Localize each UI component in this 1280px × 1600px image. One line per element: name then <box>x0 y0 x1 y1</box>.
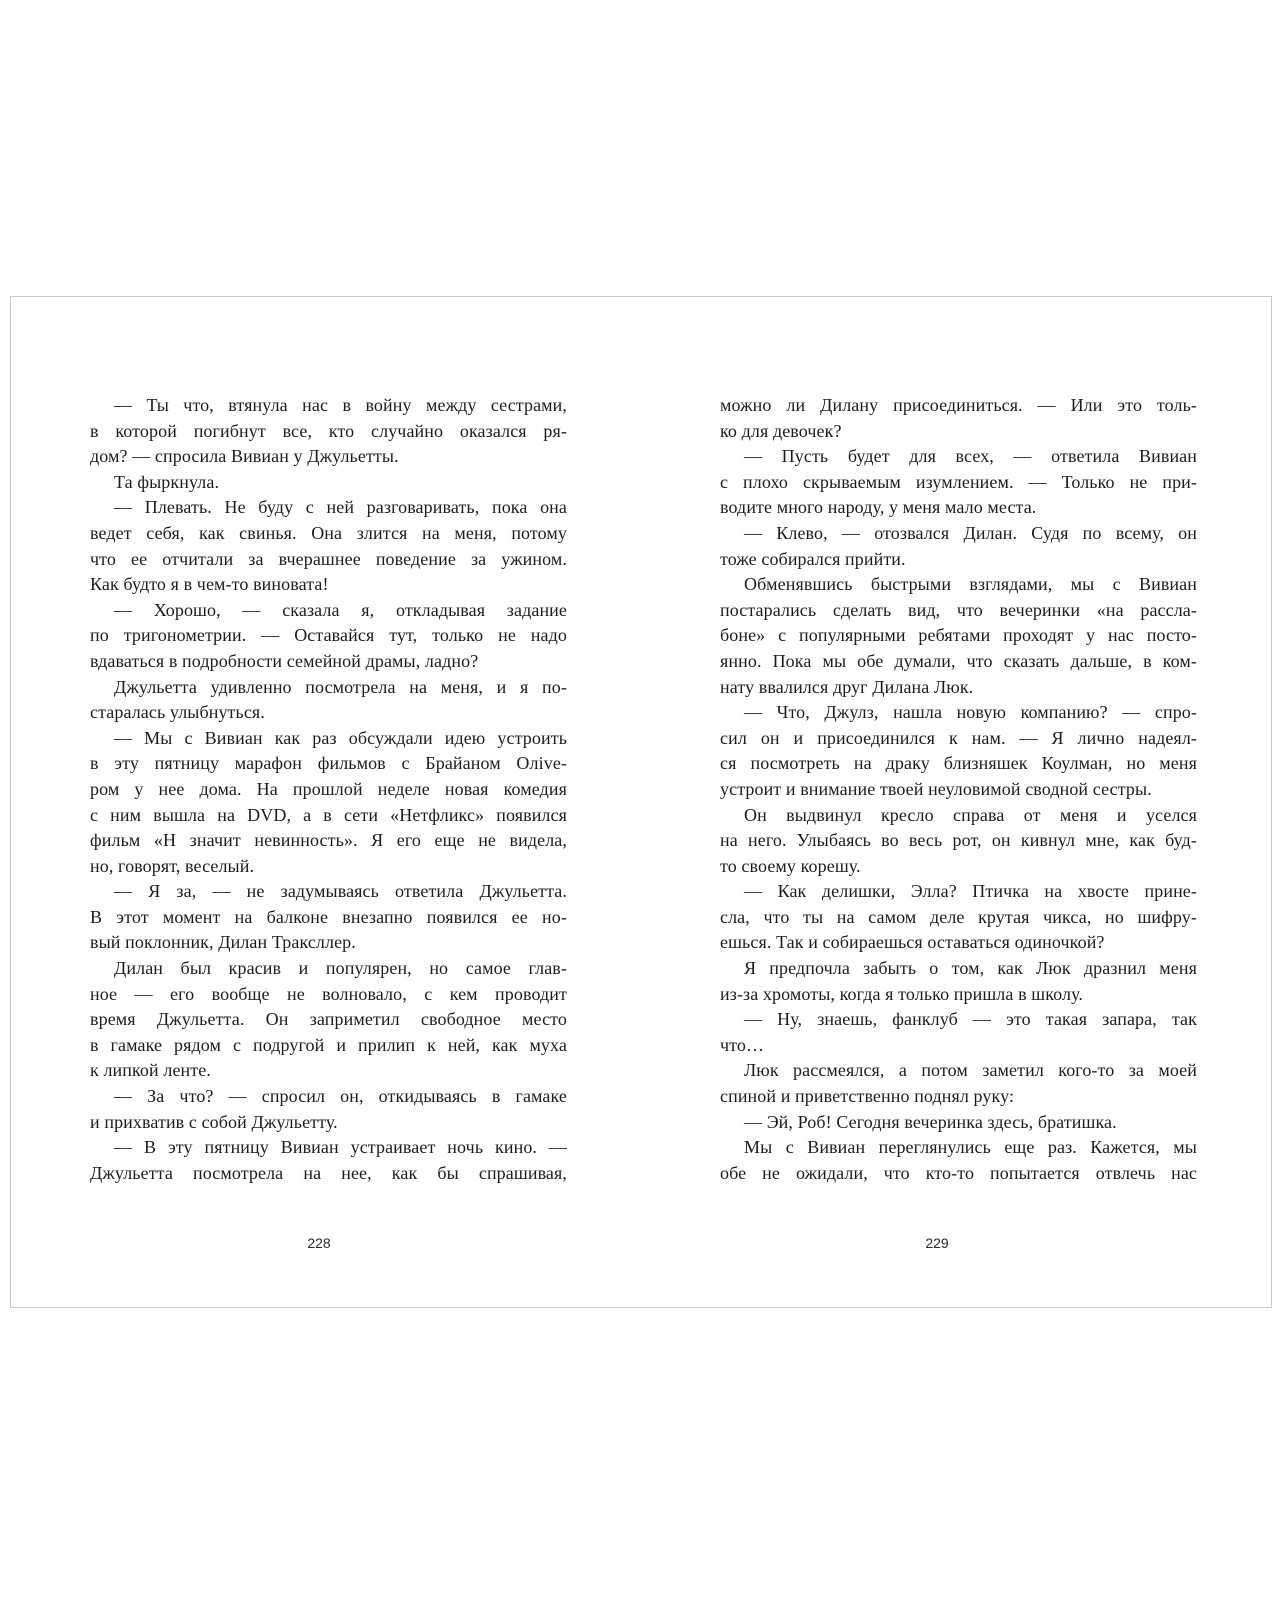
text-line: Как будто я в чем-то виновата! <box>90 574 329 595</box>
text-line: время Джульетта. Он заприметил свободное место <box>90 1009 567 1030</box>
text-line: фильм «Н значит невинность». Я его еще не видела, <box>90 830 567 851</box>
text-line: Обменявшись быстрыми взглядами, мы с Вивиан <box>744 574 1197 595</box>
text-line: обе не ожидали, что кто-то попытается отвлечь нас <box>720 1162 1197 1183</box>
text-line: Люк рассмеялся, а потом заметил кого-то за моей <box>744 1060 1197 1081</box>
text-line: вый поклонник, Дилан Траксллер. <box>90 932 356 953</box>
text-line: с ним вышла на DVD, а в сети «Нетфликс» появился <box>90 804 567 825</box>
left-page-number: 228 <box>307 1235 331 1251</box>
book-spread <box>10 296 1272 1308</box>
right-page-number: 229 <box>925 1235 949 1251</box>
text-line: в эту пятницу марафон фильмов с Брайаном Олive- <box>90 753 567 774</box>
text-line: — Хорошо, — сказала я, откладывая задание <box>114 599 567 620</box>
text-line: тоже собирался прийти. <box>720 548 906 569</box>
text-line: с плохо скрываемым изумлением. — Только не при- <box>720 471 1197 492</box>
text-line: Джульетта посмотрела на нее, как бы спрашивая, <box>90 1162 567 1183</box>
text-line: — Пусть будет для всех, — ответила Вивиан <box>744 446 1197 467</box>
text-line: Джульетта удивленно посмотрела на меня, и я по- <box>114 676 567 697</box>
text-line: В этот момент на балконе внезапно появился ее но- <box>90 906 567 927</box>
text-line: в гамаке рядом с подругой и прилип к ней, как муха <box>90 1034 567 1055</box>
text-line: к липкой ленте. <box>90 1060 211 1081</box>
text-line: — Клево, — отозвался Дилан. Судя по всему, он <box>744 522 1197 543</box>
text-line: Он выдвинул кресло справа от меня и уселся <box>744 804 1197 825</box>
text-line: ром у нее дома. На прошлой неделе новая комедия <box>90 778 567 799</box>
text-line: — Ну, знаешь, фанклуб — это такая запара, так <box>744 1009 1197 1030</box>
text-line: сла, что ты на самом деле крутая чикса, но шифру- <box>720 906 1197 927</box>
text-line: — Плевать. Не буду с ней разговаривать, пока она <box>114 497 567 518</box>
text-line: что ее отчитали за вчерашнее поведение за ужином. <box>90 548 567 569</box>
text-line: дом? — спросила Вивиан у Джульетты. <box>90 446 399 467</box>
text-line: — Мы с Вивиан как раз обсуждали идею устроить <box>114 727 567 748</box>
text-line: можно ли Дилану присоединиться. — Или это толь- <box>720 395 1197 415</box>
text-line: в которой погибнут все, кто случайно оказался ря- <box>90 420 567 441</box>
text-line: Та фыркнула. <box>114 471 220 492</box>
text-line: Я предпочла забыть о том, как Люк дразнил меня <box>744 958 1197 979</box>
text-line: янно. Пока мы обе думали, что сказать дальше, в ком- <box>720 650 1197 671</box>
text-line: что… <box>720 1034 765 1055</box>
text-line: старалась улыбнуться. <box>90 702 265 723</box>
text-line: Мы с Вивиан переглянулись еще раз. Кажется, мы <box>744 1137 1197 1158</box>
text-line: спиной и приветственно поднял руку: <box>720 1086 1015 1107</box>
text-line: ведет себя, как свинья. Она злится на меня, потому <box>90 522 567 543</box>
text-line: нату ввалился друг Дилана Люк. <box>720 676 974 697</box>
text-line: водите много народу, у меня мало места. <box>720 497 1037 518</box>
text-line: ное — его вообще не волновало, с кем проводит <box>90 983 567 1004</box>
text-line: то своему корешу. <box>720 855 861 876</box>
text-line: ся посмотреть на драку близняшек Коулман, но меня <box>720 753 1197 774</box>
text-line: вдаваться в подробности семейной драмы, ладно? <box>90 650 479 671</box>
text-line: на него. Улыбаясь во весь рот, он кивнул мне, как буд- <box>720 830 1197 851</box>
text-line: по тригонометрии. — Оставайся тут, только не надо <box>90 625 567 646</box>
text-line: ко для девочек? <box>720 420 842 441</box>
left-page <box>90 393 567 1186</box>
text-line: но, говорят, веселый. <box>90 855 255 876</box>
text-line: — Что, Джулз, нашла новую компанию? — спро- <box>744 702 1197 723</box>
text-line: из-за хромоты, когда я только пришла в школу. <box>720 983 1083 1004</box>
text-line: — Ты что, втянула нас в войну между сестрами, <box>114 395 567 415</box>
text-line: сил он и присоединился к нам. — Я лично надеял- <box>720 727 1197 748</box>
text-line: — Я за, — не задумываясь ответила Джульетта. <box>114 881 567 902</box>
text-line: — В эту пятницу Вивиан устраивает ночь кино. — <box>114 1137 567 1158</box>
text-line: постарались сделать вид, что вечеринки «на рассла- <box>720 599 1197 620</box>
text-line: — Эй, Роб! Сегодня вечеринка здесь, братишка. <box>744 1111 1117 1132</box>
text-line: ешься. Так и собираешься оставаться одиночкой? <box>720 932 1105 953</box>
text-line: и прихватив с собой Джульетту. <box>90 1111 338 1132</box>
right-page <box>720 393 1197 1186</box>
text-line: устроит и внимание твоей неуловимой сводной сестры. <box>720 778 1152 799</box>
text-line: боне» с популярными ребятами проходят у нас посто- <box>720 625 1197 646</box>
text-line: — Как делишки, Элла? Птичка на хвосте прине- <box>744 881 1197 902</box>
text-line: Дилан был красив и популярен, но самое глав- <box>114 958 567 979</box>
text-line: — За что? — спросил он, откидываясь в гамаке <box>114 1086 567 1107</box>
